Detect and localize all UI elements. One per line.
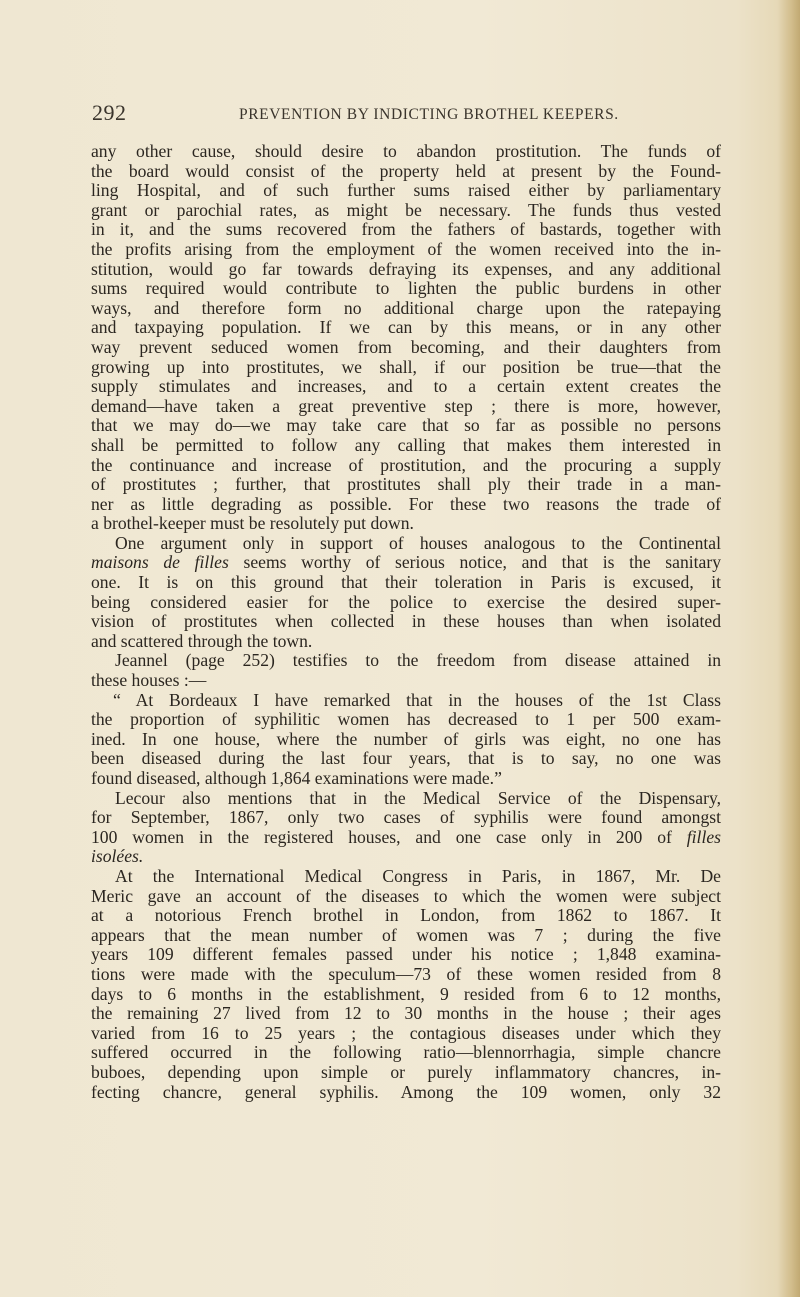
text-line: ined. In one house, where the number of girls was eight, no one has bbox=[91, 728, 721, 749]
text-line: supply stimulates and increases, and to a certain extent creates the bbox=[91, 376, 721, 397]
text-line: ner as little degrading as possible. For these two reasons the trade of bbox=[91, 493, 721, 514]
text-line: the continuance and increase of prostitution, and the procuring a supply bbox=[91, 454, 721, 475]
text-line: At the International Medical Congress in Paris, in 1867, Mr. De bbox=[115, 865, 721, 886]
text-line: “ At Bordeaux I have remarked that in the houses of the 1st Class bbox=[113, 689, 721, 710]
text-line: way prevent seduced women from becoming, and their daughters from bbox=[91, 336, 721, 357]
text-line: sums required would contribute to lighten the public burdens in other bbox=[91, 278, 721, 299]
text-line: demand—have taken a great preventive step ; there is more, however, bbox=[91, 395, 721, 416]
text-line: at a notorious French brothel in London, from 1862 to 1867. It bbox=[91, 905, 721, 926]
text-line: growing up into prostitutes, we shall, if our position be true—that the bbox=[91, 356, 721, 377]
text-line: the profits arising from the employment of the women received into the in- bbox=[91, 238, 721, 259]
text-line: the proportion of syphilitic women has decreased to 1 per 500 exam- bbox=[91, 709, 721, 730]
text-line: of prostitutes ; further, that prostitutes shall ply their trade in a man- bbox=[91, 474, 721, 495]
text-line: Meric gave an account of the diseases to which the women were subject bbox=[91, 885, 721, 906]
text-line: Jeannel (page 252) testifies to the freedom from disease attained in bbox=[115, 650, 721, 671]
running-head: PREVENTION BY INDICTING BROTHEL KEEPERS. bbox=[239, 106, 619, 123]
text-line: maisons de filles seems worthy of serious notice, and that is the sanitary bbox=[91, 552, 721, 573]
text-line: the board would consist of the property held at present by the Found- bbox=[91, 160, 721, 181]
text-line: suffered occurred in the following ratio—blennorrhagia, simple chancre bbox=[91, 1042, 721, 1063]
page-header bbox=[92, 100, 732, 130]
text-line: 100 women in the registered houses, and one case only in 200 of filles bbox=[91, 826, 721, 847]
text-line: days to 6 months in the establishment, 9 resided from 6 to 12 months, bbox=[91, 983, 721, 1004]
text-line: appears that the mean number of women was 7 ; during the five bbox=[91, 924, 721, 945]
text-line: in it, and the sums recovered from the fathers of bastards, together with bbox=[91, 219, 721, 240]
text-line: buboes, depending upon simple or purely inflammatory chancres, in- bbox=[91, 1061, 721, 1082]
body-text bbox=[91, 142, 721, 1102]
text-line: ways, and therefore form no additional charge upon the ratepaying bbox=[91, 297, 721, 318]
text-line: one. It is on this ground that their toleration in Paris is excused, it bbox=[91, 572, 721, 593]
text-line: and taxpaying population. If we can by this means, or in any other bbox=[91, 317, 721, 338]
text-line: One argument only in support of houses analogous to the Continental bbox=[115, 532, 721, 553]
text-line: grant or parochial rates, as might be necessary. The funds thus vested bbox=[91, 199, 721, 220]
text-line: ling Hospital, and of such further sums raised either by parliamentary bbox=[91, 180, 721, 201]
text-line: fecting chancre, general syphilis. Among the 109 women, only 32 bbox=[91, 1081, 721, 1102]
text-line: the remaining 27 lived from 12 to 30 months in the house ; their ages bbox=[91, 1003, 721, 1024]
text-line: being considered easier for the police to exercise the desired super- bbox=[91, 591, 721, 612]
text-line: a brothel-keeper must be resolutely put down. bbox=[91, 513, 414, 534]
text-line: that we may do—we may take care that so far as possible no persons bbox=[91, 415, 721, 436]
page-number: 292 bbox=[92, 100, 127, 125]
text-line: years 109 different females passed under his notice ; 1,848 examina- bbox=[91, 944, 721, 965]
text-line: varied from 16 to 25 years ; the contagious diseases under which they bbox=[91, 1022, 721, 1043]
text-line: stitution, would go far towards defraying its expenses, and any additional bbox=[91, 258, 721, 279]
text-line: Lecour also mentions that in the Medical Service of the Dispensary, bbox=[115, 787, 721, 808]
text-line: these houses :— bbox=[91, 670, 207, 691]
text-line: tions were made with the speculum—73 of these women resided from 8 bbox=[91, 963, 721, 984]
page-edge-shadow bbox=[778, 0, 800, 1297]
text-line: any other cause, should desire to abandon prostitution. The funds of bbox=[91, 141, 721, 161]
text-line: vision of prostitutes when collected in these houses than when isolated bbox=[91, 611, 721, 632]
text-line: shall be permitted to follow any calling that makes them interested in bbox=[91, 434, 721, 455]
text-line: isolées. bbox=[91, 846, 144, 867]
text-line: for September, 1867, only two cases of syphilis were found amongst bbox=[91, 807, 721, 828]
text-line: and scattered through the town. bbox=[91, 630, 313, 651]
text-line: been diseased during the last four years, that is to say, no one was bbox=[91, 748, 721, 769]
text-line: found diseased, although 1,864 examinations were made.” bbox=[91, 768, 502, 788]
